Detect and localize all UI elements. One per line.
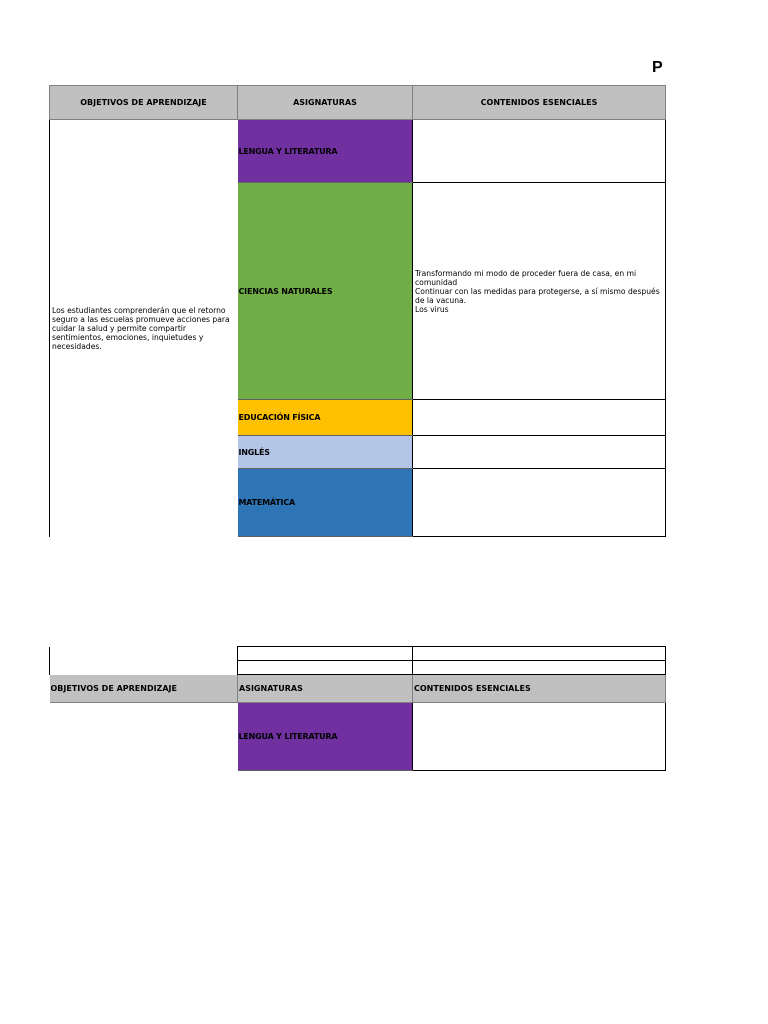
blank-cell [413,647,666,661]
objective-cell [50,703,238,771]
content-line: Transformando mi modo de proceder fuera de casa, en mi comunidad [415,268,637,287]
content-lengua-literatura [413,120,666,183]
objective-text: Los estudiantes comprenderán que el retorno seguro a las escuelas promueve acciones para cuidar la salud y permite compartir sentimientos, emociones, inquietudes y necesidades. [50,120,238,537]
learning-plan-table [49,85,666,537]
table-row [50,661,666,675]
header-objectives: OBJETIVOS DE APRENDIZAJE [50,86,238,120]
page-letter: P [652,59,663,76]
header-contents: CONTENIDOS ESENCIALES [413,675,666,703]
blank-cell [50,647,238,661]
content-matematica [413,469,666,537]
subject-educacion-fisica: EDUCACIÓN FÍSICA [238,400,413,436]
header-contents: CONTENIDOS ESENCIALES [413,86,666,120]
content-ciencias-naturales [413,183,666,400]
table-header-row [50,675,666,703]
table-row [50,703,666,771]
subject-lengua-literatura: LENGUA Y LITERATURA [238,703,413,771]
subject-lengua-literatura: LENGUA Y LITERATURA [238,120,413,183]
subject-ciencias-naturales: CIENCIAS NATURALES [238,183,413,400]
content-lengua-literatura [413,703,666,771]
table-header-row [50,86,666,120]
table-row [50,120,666,183]
table-row [50,647,666,661]
header-subjects: ASIGNATURAS [238,675,413,703]
blank-cell [413,661,666,675]
content-educacion-fisica [413,400,666,436]
header-objectives: OBJETIVOS DE APRENDIZAJE [50,675,238,703]
content-line: Continuar con las medidas para protegerse, a sí mismo después de la vacuna. [415,286,660,305]
header-subjects: ASIGNATURAS [238,86,413,120]
content-ingles [413,436,666,469]
content-line: Los virus [415,304,449,314]
blank-cell [238,661,413,675]
learning-plan-table-2 [49,646,666,771]
subject-ingles: INGLÉS [238,436,413,469]
blank-cell [238,647,413,661]
blank-cell [50,661,238,675]
subject-matematica: MATEMÁTICA [238,469,413,537]
